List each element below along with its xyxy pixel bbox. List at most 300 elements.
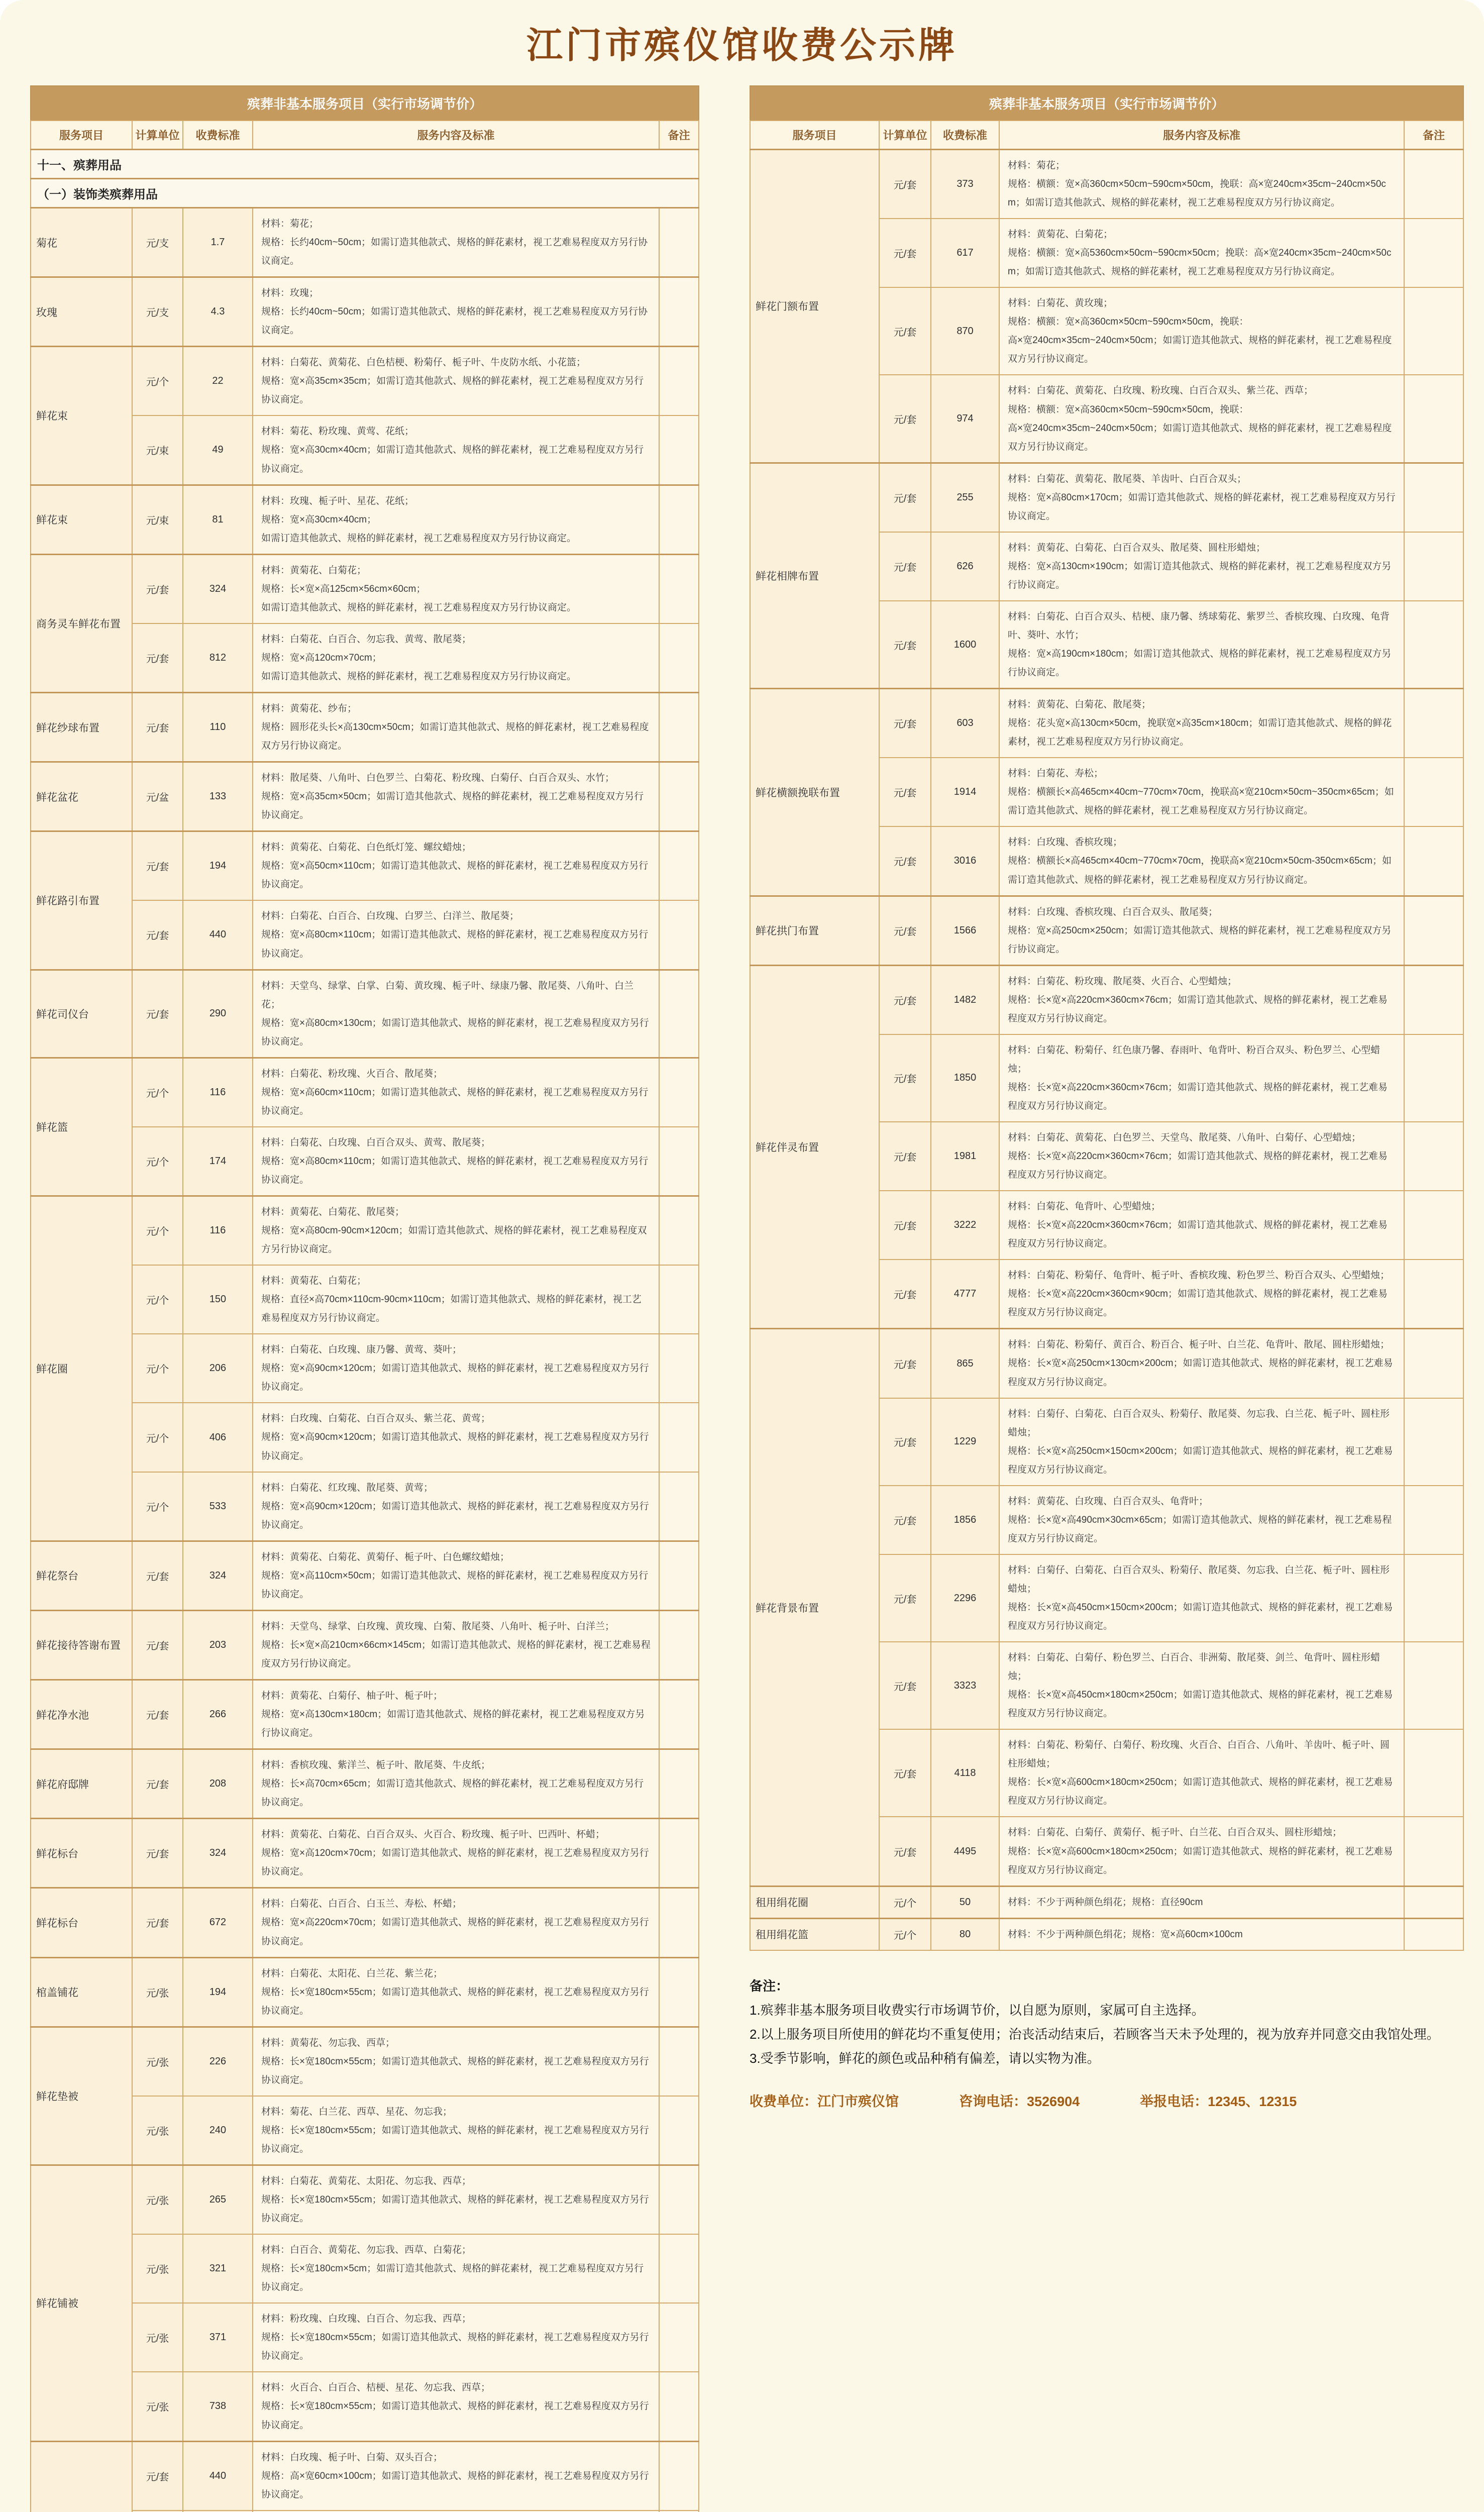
content-line: 规格：宽×高80cm×130cm；如需订造其他款式、规格的鲜花素材，视工艺难易程度双方另行协议商定。 (261, 1014, 651, 1051)
content-cell (253, 2303, 659, 2372)
price-cell: 1856 (931, 1486, 999, 1554)
note-cell (1404, 896, 1463, 965)
col-header-note: 备注 (1404, 121, 1463, 150)
unit-cell: 元/个 (879, 1918, 931, 1950)
col-header-price: 收费标准 (931, 121, 999, 150)
section-label: （一）装饰类殡葬用品 (31, 179, 699, 208)
content-cell (999, 375, 1404, 463)
content-line: 规格：宽×高80cm×170cm；如需订造其他款式、规格的鲜花素材，视工艺难易程度双方另行协议商定。 (1008, 488, 1396, 526)
note-cell (659, 900, 699, 970)
content-line: 规格：长×宽×高220cm×360cm×90cm；如需订造其他款式、规格的鲜花素材，视工艺难易程度双方另行协议商定。 (1008, 1285, 1396, 1322)
content-line: 材料：白菊花、黄菊花、太阳花、勿忘我、西草； (261, 2172, 651, 2190)
content-cell (253, 762, 659, 831)
content-line: 规格：宽×高80cm-90cm×120cm；如需订造其他款式、规格的鲜花素材，视工艺难易程度双方另行协议商定。 (261, 1221, 651, 1259)
note-cell (1404, 375, 1463, 463)
content-line: 材料：白菊花、白百合、白玉兰、寿松、杯蜡； (261, 1895, 651, 1913)
unit-cell: 元/套 (879, 1122, 931, 1191)
content-cell (253, 1334, 659, 1403)
content-line: 材料：白玫瑰、白菊花、白百合双头、紫兰花、黄莺； (261, 1409, 651, 1428)
content-line: 高×宽240cm×35cm~240cm×50cm；如需订造其他款式、规格的鲜花素材，视工艺难易程度双方另行协议商定。 (1008, 331, 1396, 368)
note-cell (659, 1541, 699, 1610)
price-cell: 1229 (931, 1398, 999, 1486)
content-cell (253, 2096, 659, 2165)
note-cell (659, 1265, 699, 1334)
content-cell (253, 1610, 659, 1680)
content-cell (253, 970, 659, 1058)
content-line: 如需订造其他款式、规格的鲜花素材，视工艺难易程度双方另行协议商定。 (261, 667, 651, 686)
content-cell (253, 1957, 659, 2027)
content-line: 规格：长×宽×高490cm×30cm×65cm；如需订造其他款式、规格的鲜花素材，视工艺难易程度双方另行协议商定。 (1008, 1511, 1396, 1548)
unit-cell: 元/套 (879, 689, 931, 758)
col-header-unit: 计算单位 (879, 121, 931, 150)
content-line: 规格：长×宽×高210cm×66cm×145cm；如需订造其他款式、规格的鲜花素材，视工艺难易程度双方另行协议商定。 (261, 1636, 651, 1673)
unit-cell: 元/套 (879, 1486, 931, 1554)
content-cell (253, 2372, 659, 2441)
content-line: 规格：宽×高80cm×110cm；如需订造其他款式、规格的鲜花素材，视工艺难易程度双方另行协议商定。 (261, 925, 651, 963)
service-item-cell: 鲜花纱球布置 (31, 692, 132, 762)
table-row (750, 896, 1463, 965)
table-row (31, 1058, 699, 1127)
table-row (750, 1329, 1463, 1398)
content-cell (253, 1058, 659, 1127)
notes-block (750, 1974, 1463, 2070)
content-line: 规格：长×宽180cm×55cm；如需订造其他款式、规格的鲜花素材，视工艺难易程度双方另行协议商定。 (261, 2052, 651, 2089)
service-item-cell: 菊花 (31, 208, 132, 277)
service-item-cell: 玫瑰 (31, 277, 132, 347)
unit-cell: 元/套 (879, 1034, 931, 1122)
note-cell (1404, 463, 1463, 532)
service-item-cell: 鲜花背景布置 (750, 1329, 879, 1886)
table-row (31, 2165, 699, 2234)
note-cell (1404, 287, 1463, 375)
section-row (31, 150, 699, 179)
table-title-left: 殡葬非基本服务项目（实行市场调节价） (30, 85, 699, 120)
content-line: 材料：黄菊花、白菊花、黄菊仔、栀子叶、白色螺纹蜡烛； (261, 1548, 651, 1566)
unit-cell: 元/套 (879, 532, 931, 601)
content-line: 规格：长约40cm~50cm；如需订造其他款式、规格的鲜花素材，视工艺难易程度双方另行协议商定。 (261, 233, 651, 270)
note-cell (659, 2441, 699, 2510)
unit-cell: 元/张 (132, 2096, 183, 2165)
price-cell: 2296 (931, 1554, 999, 1642)
content-cell (253, 1196, 659, 1266)
service-item-cell: 鲜花标台 (31, 1888, 132, 1957)
content-cell (999, 1729, 1404, 1817)
unit-cell: 元/套 (879, 287, 931, 375)
price-cell: 49 (183, 415, 253, 485)
service-item-cell: 鲜花拱门布置 (750, 896, 879, 965)
service-item-cell: 鲜花束 (31, 485, 132, 554)
col-header-service-item: 服务项目 (31, 121, 132, 150)
note-cell (1404, 150, 1463, 219)
price-cell: 174 (183, 1127, 253, 1196)
content-cell (999, 532, 1404, 601)
fee-table-right-grid (750, 120, 1464, 1951)
service-item-cell: 鲜花司仪台 (31, 970, 132, 1058)
content-line: 材料：黄菊花、勿忘我、西草； (261, 2034, 651, 2052)
note-cell (659, 762, 699, 831)
unit-cell: 元/个 (132, 1403, 183, 1472)
price-cell: 1482 (931, 965, 999, 1034)
content-line: 规格：长×高70cm×65cm；如需订造其他款式、规格的鲜花素材，视工艺难易程度双方另行协议商定。 (261, 1774, 651, 1812)
content-line: 规格：宽×高30cm×40cm； (261, 510, 651, 529)
content-cell (999, 1918, 1404, 1950)
content-line: 材料：白菊花、白菊仔、黄菊仔、栀子叶、白兰花、白百合双头、圆柱形蜡烛； (1008, 1823, 1396, 1842)
content-line: 规格：横额：宽×高5360cm×50cm~590cm×50cm；挽联：高×宽240cm×35cm~240cm×50cm；如需订造其他款式、规格的鲜花素材，视工艺难易程度双方另行协议商定。 (1008, 244, 1396, 281)
unit-cell: 元/套 (132, 2441, 183, 2510)
content-cell (253, 900, 659, 970)
unit-cell: 元/套 (879, 1642, 931, 1729)
content-line: 规格：宽×高130cm×180cm；如需订造其他款式、规格的鲜花素材，视工艺难易程度双方另行协议商定。 (261, 1705, 651, 1742)
content-line: 规格：长×宽180cm×55cm；如需订造其他款式、规格的鲜花素材，视工艺难易程度双方另行协议商定。 (261, 2121, 651, 2158)
note-cell (659, 2234, 699, 2303)
note-cell (1404, 758, 1463, 826)
note-cell (1404, 1486, 1463, 1554)
note-cell (659, 1334, 699, 1403)
content-cell (999, 896, 1404, 965)
table-row (31, 1888, 699, 1957)
content-cell (253, 1403, 659, 1472)
price-cell: 150 (183, 1265, 253, 1334)
unit-cell: 元/套 (879, 219, 931, 287)
content-cell (253, 208, 659, 277)
price-cell: 440 (183, 900, 253, 970)
note-cell (1404, 689, 1463, 758)
content-line: 材料：黄菊花、白菊花； (261, 1272, 651, 1290)
note-cell (659, 1610, 699, 1680)
section-label: 十一、殡葬用品 (31, 150, 699, 179)
content-cell (999, 1554, 1404, 1642)
price-cell: 116 (183, 1058, 253, 1127)
service-item-cell: 租用绢花篮 (750, 1918, 879, 1950)
note-cell (659, 831, 699, 901)
content-line: 材料：白百合、黄菊花、勿忘我、西草、白菊花； (261, 2241, 651, 2259)
content-line: 规格：宽×高110cm×50cm；如需订造其他款式、规格的鲜花素材，视工艺难易程度双方另行协议商定。 (261, 1566, 651, 1604)
footer-item: 咨询电话：3526904 (959, 2090, 1080, 2110)
price-cell: 1981 (931, 1122, 999, 1191)
price-cell: 324 (183, 554, 253, 623)
content-line: 规格：长×宽×高220cm×360cm×76cm；如需订造其他款式、规格的鲜花素材，视工艺难易程度双方另行协议商定。 (1008, 1147, 1396, 1184)
price-cell: 324 (183, 1819, 253, 1888)
col-header-content: 服务内容及标准 (999, 121, 1404, 150)
content-cell (253, 1888, 659, 1957)
price-cell: 738 (183, 2372, 253, 2441)
content-line: 规格：长约40cm~50cm；如需订造其他款式、规格的鲜花素材，视工艺难易程度双方另行协议商定。 (261, 302, 651, 340)
note-cell (659, 1472, 699, 1541)
content-cell (999, 1329, 1404, 1398)
unit-cell (132, 2510, 183, 2512)
price-cell: 4495 (931, 1817, 999, 1886)
price-cell: 116 (183, 1196, 253, 1266)
table-row (31, 485, 699, 554)
price-cell: 50 (931, 1886, 999, 1918)
content-cell (253, 1127, 659, 1196)
content-line: 材料：菊花、白兰花、西草、星花、勿忘我； (261, 2103, 651, 2121)
table-row (31, 208, 699, 277)
price-cell: 672 (183, 1888, 253, 1957)
content-line: 规格：宽×高50cm×110cm；如需订造其他款式、规格的鲜花素材，视工艺难易程度双方另行协议商定。 (261, 857, 651, 894)
col-header-service-item: 服务项目 (750, 121, 879, 150)
content-line: 规格：长×宽180cm×55cm；如需订造其他款式、规格的鲜花素材，视工艺难易程度双方另行协议商定。 (261, 2397, 651, 2434)
content-line: 规格：长×宽180cm×55cm；如需订造其他款式、规格的鲜花素材，视工艺难易程度双方另行协议商定。 (261, 2328, 651, 2365)
price-cell: 290 (183, 970, 253, 1058)
note-cell (659, 485, 699, 554)
note-cell (659, 1127, 699, 1196)
price-cell: 110 (183, 692, 253, 762)
content-line: 材料：黄菊花、白菊仔、柚子叶、栀子叶； (261, 1687, 651, 1705)
footer-item: 举报电话：12345、12315 (1140, 2090, 1297, 2110)
table-row (750, 965, 1463, 1034)
table-row (31, 762, 699, 831)
note-cell (659, 692, 699, 762)
unit-cell: 元/个 (132, 1334, 183, 1403)
content-cell (999, 1260, 1404, 1329)
unit-cell: 元/个 (132, 1127, 183, 1196)
price-cell: 865 (931, 1329, 999, 1398)
content-line: 材料：白玫瑰、香槟玫瑰； (1008, 833, 1396, 852)
content-line: 规格：长×宽180cm×55cm；如需订造其他款式、规格的鲜花素材，视工艺难易程度双方另行协议商定。 (261, 1983, 651, 2020)
content-line: 材料：玫瑰； (261, 284, 651, 302)
content-line: 规格：花头宽×高130cm×50cm，挽联宽×高35cm×180cm；如需订造其他款式、规格的鲜花素材，视工艺难易程度双方另行协议商定。 (1008, 714, 1396, 751)
note-cell (659, 1196, 699, 1266)
content-cell (253, 347, 659, 416)
note-cell (659, 415, 699, 485)
note-cell (659, 1819, 699, 1888)
service-item-cell: 商务灵车鲜花布置 (31, 554, 132, 692)
service-item-cell: 鲜花府邸牌 (31, 1749, 132, 1819)
price-cell: 324 (183, 1541, 253, 1610)
unit-cell: 元/束 (132, 415, 183, 485)
service-item-cell: 鲜花垫被 (31, 2027, 132, 2165)
content-line: 材料：白菊花、粉菊仔、红色康乃馨、春雨叶、龟背叶、粉百合双头、粉色罗兰、心型蜡烛； (1008, 1041, 1396, 1078)
note-cell (659, 970, 699, 1058)
content-line: 材料：不少于两种颜色绢花；规格：宽×高60cm×100cm (1008, 1925, 1396, 1944)
price-cell: 3222 (931, 1191, 999, 1260)
table-row (31, 692, 699, 762)
unit-cell: 元/张 (132, 2165, 183, 2234)
note-cell (659, 1680, 699, 1749)
content-line: 材料：天堂鸟、绿掌、白玫瑰、黄玫瑰、白菊、散尾葵、八角叶、栀子叶、白洋兰； (261, 1617, 651, 1636)
table-row (31, 554, 699, 623)
unit-cell: 元/套 (879, 1329, 931, 1398)
content-line: 材料：白菊花、黄菊花、白色桔梗、粉菊仔、栀子叶、牛皮防水纸、小花篮； (261, 353, 651, 372)
price-cell: 4777 (931, 1260, 999, 1329)
content-line: 规格：长×宽×高600cm×180cm×250cm；如需订造其他款式、规格的鲜花素材，视工艺难易程度双方另行协议商定。 (1008, 1842, 1396, 1879)
price-cell: 133 (183, 762, 253, 831)
content-line: 规格：横额：宽×高360cm×50cm~590cm×50cm，挽联：高×宽240cm×35cm~240cm×50cm；如需订造其他款式、规格的鲜花素材，视工艺难易程度双方另行协议商定。 (1008, 175, 1396, 212)
note-cell (659, 1403, 699, 1472)
content-line: 材料：白菊花、白百合双头、桔梗、康乃馨、绣球菊花、紫罗兰、香槟玫瑰、白玫瑰、龟背叶、葵叶、水竹； (1008, 607, 1396, 645)
content-cell (253, 623, 659, 693)
note-cell (1404, 1260, 1463, 1329)
note-cell (1404, 1329, 1463, 1398)
content-cell (253, 277, 659, 347)
note-cell (659, 2510, 699, 2512)
unit-cell: 元/个 (132, 347, 183, 416)
table-row (31, 2441, 699, 2510)
content-line: 规格：长×宽180cm×55cm；如需订造其他款式、规格的鲜花素材，视工艺难易程度双方另行协议商定。 (261, 2190, 651, 2228)
table-row (750, 1886, 1463, 1918)
table-row (750, 150, 1463, 219)
unit-cell: 元/套 (132, 970, 183, 1058)
price-cell: 4.3 (183, 277, 253, 347)
unit-cell: 元/套 (879, 1554, 931, 1642)
unit-cell: 元/套 (879, 463, 931, 532)
note-cell (659, 2096, 699, 2165)
price-cell: 440 (183, 2441, 253, 2510)
right-column (750, 85, 1464, 2110)
price-cell: 812 (183, 623, 253, 693)
price-cell: 81 (183, 485, 253, 554)
service-item-cell: 鲜花横额挽联布置 (750, 689, 879, 896)
note-item: 3.受季节影响，鲜花的颜色或品种稍有偏差，请以实物为准。 (750, 2046, 1463, 2070)
note-cell (1404, 1554, 1463, 1642)
content-line: 材料：黄菊花、白菊花、白百合双头、火百合、粉玫瑰、栀子叶、巴西叶、杯蜡； (261, 1825, 651, 1844)
unit-cell: 元/盆 (132, 762, 183, 831)
unit-cell: 元/支 (132, 277, 183, 347)
price-cell: 3323 (931, 1642, 999, 1729)
price-cell: 371 (183, 2303, 253, 2372)
content-cell (253, 1819, 659, 1888)
service-item-cell: 鲜花接待答谢布置 (31, 1610, 132, 1680)
unit-cell: 元/个 (132, 1196, 183, 1266)
content-line: 材料：白菊花、太阳花、白兰花、紫兰花； (261, 1964, 651, 1983)
col-header-note: 备注 (659, 121, 699, 150)
price-cell: 406 (183, 1403, 253, 1472)
unit-cell: 元/套 (879, 375, 931, 463)
unit-cell: 元/张 (132, 1957, 183, 2027)
content-cell (253, 2441, 659, 2510)
price-cell: 533 (183, 1472, 253, 1541)
table-body-left (31, 150, 699, 2512)
note-cell (659, 277, 699, 347)
service-item-cell: 鲜花路引布置 (31, 831, 132, 970)
content-line: 高×宽240cm×35cm~240cm×50cm；如需订造其他款式、规格的鲜花素材，视工艺难易程度双方另行协议商定。 (1008, 419, 1396, 456)
col-header-price: 收费标准 (183, 121, 253, 150)
service-item-cell: 租用绢花圈 (750, 1886, 879, 1918)
content-cell (999, 758, 1404, 826)
content-line: 规格：直径×高70cm×110cm-90cm×110cm；如需订造其他款式、规格的鲜花素材，视工艺难易程度双方另行协议商定。 (261, 1290, 651, 1327)
content-line: 材料：白菊花、粉玫瑰、火百合、散尾葵； (261, 1065, 651, 1083)
note-item: 1.殡葬非基本服务项目收费实行市场调节价，以自愿为原则，家属可自主选择。 (750, 1998, 1463, 2022)
unit-cell: 元/套 (132, 831, 183, 901)
unit-cell: 元/套 (132, 1541, 183, 1610)
content-line: 材料：白菊花、寿松； (1008, 764, 1396, 783)
content-cell (253, 415, 659, 485)
note-cell (659, 623, 699, 693)
price-cell: 4118 (931, 1729, 999, 1817)
content-line: 材料：玫瑰、栀子叶、星花、花纸； (261, 492, 651, 510)
note-cell (659, 1957, 699, 2027)
col-header-unit: 计算单位 (132, 121, 183, 150)
footer-contact (750, 2090, 1463, 2110)
content-line: 规格：宽×高80cm×110cm；如需订造其他款式、规格的鲜花素材，视工艺难易程度双方另行协议商定。 (261, 1152, 651, 1189)
note-item: 2.以上服务项目所使用的鲜花均不重复使用；治丧活动结束后，若顾客当天未予处理的，视为放弃并同意交由我馆处理。 (750, 2022, 1463, 2046)
unit-cell: 元/套 (879, 1398, 931, 1486)
unit-cell: 元/套 (132, 554, 183, 623)
table-row (31, 277, 699, 347)
content-line: 规格：长×宽×高125cm×56cm×60cm； (261, 580, 651, 598)
content-line: 材料：菊花； (1008, 156, 1396, 175)
table-body-right (750, 150, 1463, 1950)
content-cell (999, 150, 1404, 219)
price-cell: 1914 (931, 758, 999, 826)
content-line: 规格：长×宽×高250cm×130cm×200cm；如需订造其他款式、规格的鲜花素材，视工艺难易程度双方另行协议商定。 (1008, 1354, 1396, 1391)
content-line: 规格：宽×高120cm×70cm；如需订造其他款式、规格的鲜花素材，视工艺难易程度双方另行协议商定。 (261, 1844, 651, 1881)
note-cell (659, 1888, 699, 1957)
content-cell (253, 485, 659, 554)
content-cell (999, 1122, 1404, 1191)
content-line: 材料：黄菊花、白菊花、散尾葵； (261, 1203, 651, 1221)
price-cell: 617 (931, 219, 999, 287)
price-cell: 80 (931, 1918, 999, 1950)
price-cell: 321 (183, 2234, 253, 2303)
content-cell (999, 287, 1404, 375)
content-cell (253, 1749, 659, 1819)
unit-cell: 元/支 (132, 208, 183, 277)
note-cell (1404, 219, 1463, 287)
unit-cell: 元/张 (132, 2372, 183, 2441)
service-item-cell: 鲜花伴灵布置 (750, 965, 879, 1329)
notes-heading: 备注： (750, 1974, 1463, 1998)
note-cell (1404, 1729, 1463, 1817)
footer-item: 收费单位：江门市殡仪馆 (750, 2090, 899, 2110)
content-line: 规格：长×宽×高450cm×150cm×200cm；如需订造其他款式、规格的鲜花素材，视工艺难易程度双方另行协议商定。 (1008, 1598, 1396, 1635)
unit-cell: 元/套 (879, 150, 931, 219)
content-line: 材料：白菊花、黄菊花、散尾葵、羊齿叶、白百合双头； (1008, 470, 1396, 488)
content-line: 规格：长×宽×高220cm×360cm×76cm；如需订造其他款式、规格的鲜花素材，视工艺难易程度双方另行协议商定。 (1008, 1078, 1396, 1115)
note-cell (1404, 1817, 1463, 1886)
note-cell (659, 347, 699, 416)
content-cell (999, 463, 1404, 532)
service-item-cell (31, 2441, 132, 2512)
table-row (31, 347, 699, 416)
service-item-cell: 鲜花束 (31, 347, 132, 485)
content-line: 材料：白菊花、粉玫瑰、散尾葵、火百合、心型蜡烛； (1008, 972, 1396, 991)
price-cell: 203 (183, 1610, 253, 1680)
price-cell: 265 (183, 2165, 253, 2234)
unit-cell: 元/套 (132, 1610, 183, 1680)
content-line: 材料：白菊花、粉菊仔、白菊仔、粉玫瑰、火百合、白百合、八角叶、羊齿叶、栀子叶、圆柱形蜡烛； (1008, 1736, 1396, 1773)
content-line: 材料：不少于两种颜色绢花；规格：直径90cm (1008, 1893, 1396, 1912)
content-line: 材料：黄菊花、纱布； (261, 699, 651, 718)
price-cell: 870 (931, 287, 999, 375)
content-line: 规格：长×宽×高220cm×360cm×76cm；如需订造其他款式、规格的鲜花素材，视工艺难易程度双方另行协议商定。 (1008, 1216, 1396, 1253)
content-line: 材料：粉玫瑰、白玫瑰、白百合、勿忘我、西草； (261, 2310, 651, 2328)
content-line: 规格：宽×高90cm×120cm；如需订造其他款式、规格的鲜花素材，视工艺难易程度双方另行协议商定。 (261, 1497, 651, 1534)
content-line: 材料：黄菊花、白玫瑰、白百合双头、龟背叶； (1008, 1492, 1396, 1511)
content-line: 规格：宽×高190cm×180cm；如需订造其他款式、规格的鲜花素材，视工艺难易程度双方另行协议商定。 (1008, 645, 1396, 682)
notes-items (750, 1998, 1463, 2070)
content-line: 材料：天堂鸟、绿掌、白掌、白菊、黄玫瑰、栀子叶、绿康乃馨、散尾葵、八角叶、白兰花； (261, 977, 651, 1014)
table-row (31, 1819, 699, 1888)
table-row (31, 1957, 699, 2027)
unit-cell: 元/张 (132, 2234, 183, 2303)
service-item-cell: 棺盖铺花 (31, 1957, 132, 2027)
col-header-content: 服务内容及标准 (253, 121, 659, 150)
service-item-cell: 鲜花标台 (31, 1819, 132, 1888)
price-cell: 255 (931, 463, 999, 532)
content-line: 材料：白菊花、黄菊花、白色罗兰、天堂鸟、散尾葵、八角叶、白菊仔、心型蜡烛； (1008, 1128, 1396, 1147)
table-row (750, 689, 1463, 758)
content-line: 材料：黄菊花、白菊花、散尾葵； (1008, 695, 1396, 714)
content-line: 材料：黄菊花、白菊花、白百合双头、散尾葵、圆柱形蜡烛； (1008, 539, 1396, 557)
unit-cell: 元/套 (879, 826, 931, 896)
price-cell: 603 (931, 689, 999, 758)
content-line: 规格：长×宽×高450cm×180cm×250cm；如需订造其他款式、规格的鲜花素材，视工艺难易程度双方另行协议商定。 (1008, 1686, 1396, 1723)
content-line: 材料：白菊花、白玫瑰、康乃馨、黄莺、葵叶； (261, 1340, 651, 1359)
unit-cell: 元/个 (879, 1886, 931, 1918)
content-line: 材料：白菊花、白菊仔、粉色罗兰、白百合、非洲菊、散尾葵、剑兰、龟背叶、圆柱形蜡烛； (1008, 1648, 1396, 1686)
